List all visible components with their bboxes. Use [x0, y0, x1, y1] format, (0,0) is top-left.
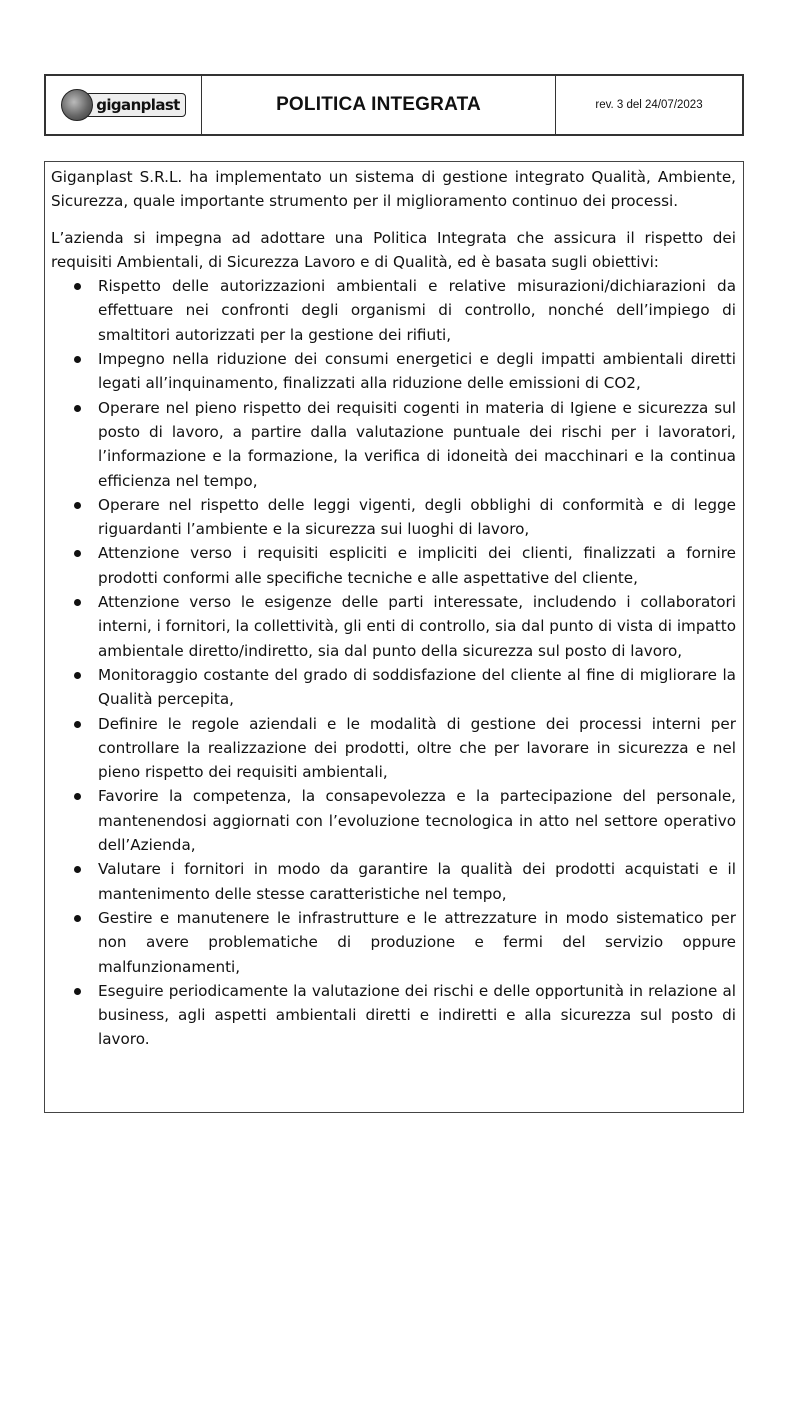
objective-text: Attenzione verso i requisiti espliciti e impliciti dei clienti, finalizzati a fornire prodotti conformi alle specifiche tecniche e alle aspettative del cliente,	[98, 544, 736, 587]
bullet-icon	[74, 599, 81, 606]
logo-cell	[46, 76, 202, 134]
document-header	[44, 74, 744, 136]
bullet-icon	[74, 793, 81, 800]
objective-text: Attenzione verso le esigenze delle parti interessate, includendo i collaboratori interni, i fornitori, la collettività, gli enti di controllo, sia dal punto di vista di impatto ambientale diretto/indiretto, sia dal punto della sicurezza sul posto di lavoro,	[98, 593, 736, 660]
title-cell	[202, 76, 556, 134]
objective-item	[51, 857, 736, 906]
bullet-icon	[74, 915, 81, 922]
objective-text: Valutare i fornitori in modo da garantire la qualità dei prodotti acquistati e il mantenimento delle stesse caratteristiche nel tempo,	[98, 860, 736, 903]
objective-text: Eseguire periodicamente la valutazione dei rischi e delle opportunità in relazione al business, agli aspetti ambientali diretti e indiretti e alla sicurezza sul posto di lavoro.	[98, 981, 736, 1049]
objective-text: Rispetto delle autorizzazioni ambientali e relative misurazioni/dichiarazioni da effettuare nei confronti degli organismi di controllo, nonché dell’impiego di smaltitori autorizzati per la gestione dei rifiuti,	[98, 277, 736, 344]
objective-text: Impegno nella riduzione dei consumi energetici e degli impatti ambientali diretti legati all’inquinamento, finalizzati alla riduzione delle emissioni di CO2,	[98, 350, 736, 393]
company-logo	[61, 89, 186, 121]
objective-text: Definire le regole aziendali e le modalità di gestione dei processi interni per controllare la realizzazione dei prodotti, oltre che per lavorare in sicurezza e nel pieno rispetto dei requisiti ambientali,	[98, 714, 736, 782]
revision-cell	[556, 76, 742, 134]
objective-text: Favorire la competenza, la consapevolezza e la partecipazione del personale, mantenendosi aggiornati con l’evoluzione tecnologica in atto nel settore operativo dell’Azienda,	[98, 787, 736, 855]
objective-item	[51, 784, 736, 857]
objective-text: Operare nel pieno rispetto dei requisiti cogenti in materia di Igiene e sicurezza sul posto di lavoro, a partire dalla valutazione puntuale dei rischi per i lavoratori, l’informazione e la formazione, la verifica di idoneità dei macchinari e la continua efficienza nel tempo,	[98, 398, 736, 490]
objective-text: Operare nel rispetto delle leggi vigenti, degli obblighi di conformità e di legge riguardanti l’ambiente e la sicurezza sui luoghi di lavoro,	[98, 495, 736, 539]
document-title: POLITICA INTEGRATA	[276, 94, 481, 115]
objective-item	[51, 979, 736, 1052]
bullet-icon	[74, 283, 81, 290]
bullet-icon	[74, 988, 81, 995]
objective-item	[51, 541, 736, 590]
objective-item	[51, 590, 736, 663]
bullet-icon	[74, 866, 81, 873]
policy-body	[44, 161, 744, 1113]
bullet-icon	[74, 721, 81, 728]
objective-item	[51, 274, 736, 347]
objective-item	[51, 663, 736, 712]
logo-emblem-icon	[61, 89, 93, 121]
intro-paragraph: Giganplast S.R.L. ha implementato un sistema di gestione integrato Qualità, Ambiente, Sicurezza, quale importante strumento per il miglioramento continuo dei processi.	[51, 168, 736, 211]
objective-text: Monitoraggio costante del grado di soddisfazione del cliente al fine di migliorare la Qualità percepita,	[98, 665, 736, 709]
commitment-paragraph: L’azienda si impegna ad adottare una Politica Integrata che assicura il rispetto dei requisiti Ambientali, di Sicurezza Lavoro e di Qualità, ed è basata sugli obiettivi:	[51, 228, 736, 271]
bullet-icon	[74, 502, 81, 509]
objective-item	[51, 396, 736, 493]
bullet-icon	[74, 405, 81, 412]
objective-item	[51, 493, 736, 542]
objective-item	[51, 906, 736, 979]
objective-text: Gestire e manutenere le infrastrutture e le attrezzature in modo sistematico per non avere problematiche di produzione e fermi del servizio oppure malfunzionamenti,	[98, 908, 736, 976]
bullet-icon	[74, 356, 81, 363]
bullet-icon	[74, 672, 81, 679]
objectives-list	[51, 274, 736, 1052]
objective-item	[51, 347, 736, 396]
bullet-icon	[74, 550, 81, 557]
logo-wordmark: giganplast	[85, 93, 186, 117]
objective-item	[51, 712, 736, 785]
revision-label: rev. 3 del 24/07/2023	[595, 99, 703, 111]
